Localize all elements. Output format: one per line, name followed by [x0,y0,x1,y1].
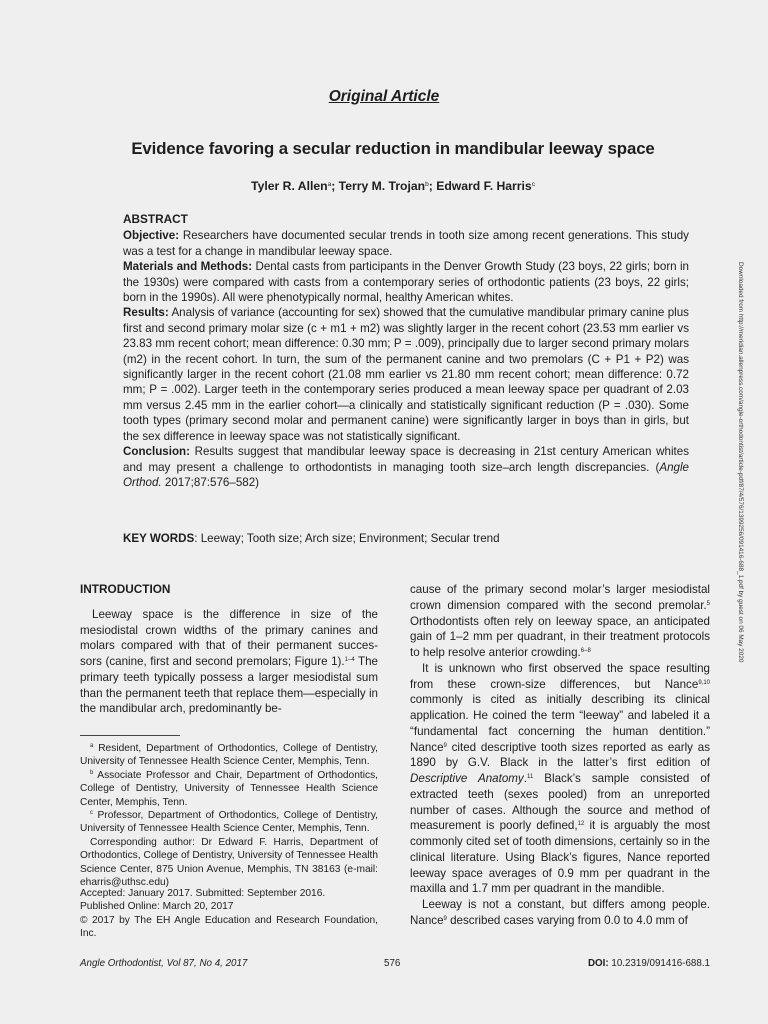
abstract-heading: ABSTRACT [123,212,188,226]
results-label: Results: [123,306,169,320]
footnote-b [80,769,378,809]
doi [588,958,710,969]
body-text: it is arguably the most commonly cited set of tooth dimensions, certainly so in the clinical literature. Using Black’s figures, Nance reported leeway space averages of 0.9 mm per quadrant in the maxilla and 1.7 mm per quadrant in the mandible. [410,819,710,896]
reference-mark: 12 [577,821,585,828]
page-footer [80,958,710,972]
footnote-c [80,809,378,836]
affiliation-footnotes [80,742,378,889]
body-text: Black’s sample consisted of extracted teeth (sexes pooled) from an unreported number of cases. Although the source and method of measurement is poorly defined, [410,772,710,833]
author-separator: ; [428,179,437,193]
affiliation-mark: a [327,181,332,188]
reference-mark: 9 [443,915,447,922]
citation-details: 2017;87:576–582) [161,475,260,489]
body-text: It is unknown who first observed the space resulting from these crown-size differences, but Nance [410,661,710,691]
publication-dates [80,887,378,941]
footnote-mark: c [90,810,93,817]
abstract-results [123,305,689,444]
reference-mark: 6–8 [580,648,591,654]
article-type-label: Original Article [328,88,440,105]
citation-journal: Angle Orthod. [123,460,689,489]
conclusion-label: Conclusion: [123,445,190,459]
left-column [80,582,378,717]
results-text: Analysis of variance (accounting for sex) showed that the cumulative mandibular primary canine plus first and second primary molar size (c + m1 + m2) was slightly larger in the recent cohort (23.53 mm earlier vs 23.83 mm recent cohort; mean difference: 0.30 mm; P = .009), principally due to larger second primary molars (m2) in the recent cohort. In turn, the sum of the permanent canine and two premolars (C + P1 + P2) was significantly larger in the recent cohort (21.08 mm earlier vs 21.80 mm recent cohort; mean difference: 0.72 mm; P = .002). Larger teeth in the contemporary series produced a mean leeway space per quadrant of 2.03 mm versus 2.45 mm in the earlier cohort—a clinically and statistically significant reduction (P = .030). Some tooth types (primary second molar and permanent canine) were significantly larger in boys than in girls, but the sex difference in leeway space was not statistically significant. [123,306,689,443]
reference-mark: 1–4 [344,657,355,663]
author-list [0,179,768,193]
abstract-block [123,212,689,490]
body-text: Leeway space is the difference in size of the mesiodistal crown widths of the primary canines and molars compared with that of their permanent succes-sors (canine, first and second premolars; Figure 1). [80,607,378,668]
body-text: Leeway is not a constant, but differs among people. Nance [410,898,710,927]
keywords-label: KEY WORDS [123,532,195,545]
objective-label: Objective: [123,229,180,243]
intro-paragraph-3 [410,897,710,929]
keywords-text: : Leeway; Tooth size; Arch size; Environment; Secular trend [194,532,500,545]
abstract-methods [123,259,689,305]
download-note: Downloaded from http://meridian.allenpress.com/angle-orthodontist/article-pdf/87/4/576/1399256/091416-688_1.pdf by guest on 06 May 2020 [737,262,744,663]
methods-label: Materials and Methods: [123,260,253,274]
footnote-text: Resident, Department of Orthodontics, College of Dentistry, University of Tennessee Health Science Center, Memphis, Tenn. [80,743,378,768]
published-date: Published Online: March 20, 2017 [80,901,234,913]
footnote-mark: b [90,769,94,776]
footnote-divider [80,735,180,736]
author-name: Tyler R. Allen [251,179,328,193]
reference-mark: 9 [443,742,447,749]
reference-mark: 11 [526,774,534,780]
body-text: . [523,772,527,785]
methods-text: Dental casts from participants in the Denver Growth Study (23 boys, 22 girls; born in the 1930s) were compared with casts from a contemporary series of orthodontic patients (23 boys, 22 girls; born in the 1990s). All were phenotypically normal, healthy American whites. [123,260,690,305]
abstract-conclusion [123,444,689,490]
footnote-a [80,742,378,769]
author-name: Terry M. Trojan [338,179,426,193]
intro-paragraph-2 [410,661,710,897]
body-text: cause of the primary second molar’s larger mesiodistal crown dimension compared with the second premolar. [410,583,710,612]
footnote-text: Associate Professor and Chair, Department of Orthodontics, College of Dentistry, University of Tennessee Health Science Center, Memphis, Tenn. [80,769,378,808]
body-text: described cases varying from 0.0 to 4.0 mm of [446,913,688,927]
book-title: Descriptive Anatomy [410,772,524,785]
doi-label: DOI: [587,958,609,969]
body-text: Orthodontists often rely on leeway space, an anticipated gain of 1–2 mm per quadrant, in their treatment protocols to help resolve anterior crowding. [410,614,710,659]
keywords-line [123,531,689,546]
affiliation-mark: c [531,181,535,188]
author-separator: ; [331,179,339,193]
body-text: commonly is cited as initially describing its clinical application. He coined the term “leeway” and labeled it a “fundamental fact concerning the human dentition.” Nance [410,693,710,754]
download-watermark [733,262,745,782]
affiliation-mark: b [425,181,429,188]
article-title: Evidence favoring a secular reduction in mandibular leeway space [131,139,655,158]
doi-value: 10.2319/091416-688.1 [608,958,710,969]
body-text: The primary teeth typically possess a larger mesiodistal sum than the permanent teeth that replace them—especially in the mandibular arch, predominantly be- [80,655,378,716]
intro-paragraph-continued [410,582,710,661]
corresponding-author: Corresponding author: Dr Edward F. Harris, Department of Orthodontics, College of Dentistry, University of Tennessee Health Science Center, 875 Union Avenue, Memphis, TN 38163 (e-mail: eharris@uthsc.edu) [80,836,378,889]
reference-mark: 9,10 [698,679,710,686]
journal-citation: Angle Orthodontist, Vol 87, No 4, 2017 [80,958,248,969]
right-column [410,582,710,929]
reference-mark: 5 [706,600,710,607]
page-number: 576 [384,958,401,969]
footnote-text: Professor, Department of Orthodontics, College of Dentistry, University of Tennessee Health Science Center, Memphis, Tenn. [80,810,378,835]
copyright-notice: © 2017 by The EH Angle Education and Research Foundation, Inc. [80,914,378,940]
author-name: Edward F. Harris [436,179,532,193]
footnote-mark: a [90,743,94,749]
introduction-heading: INTRODUCTION [80,582,171,596]
objective-text: Researchers have documented secular trends in tooth size among recent generations. This study was a test for a change in mandibular leeway space. [123,229,689,258]
conclusion-text: Results suggest that mandibular leeway space is decreasing in 21st century American whites and may present a challenge to orthodontists in managing tooth size–arch length discrepancies. ( [123,445,689,474]
intro-paragraph-1 [80,607,378,717]
accepted-date: Accepted: January 2017. Submitted: September 2016. [80,888,326,899]
abstract-objective [123,228,689,259]
body-text: cited descriptive tooth sizes reported as early as 1890 by G.V. Black in the latter’s first edition of [410,740,710,770]
